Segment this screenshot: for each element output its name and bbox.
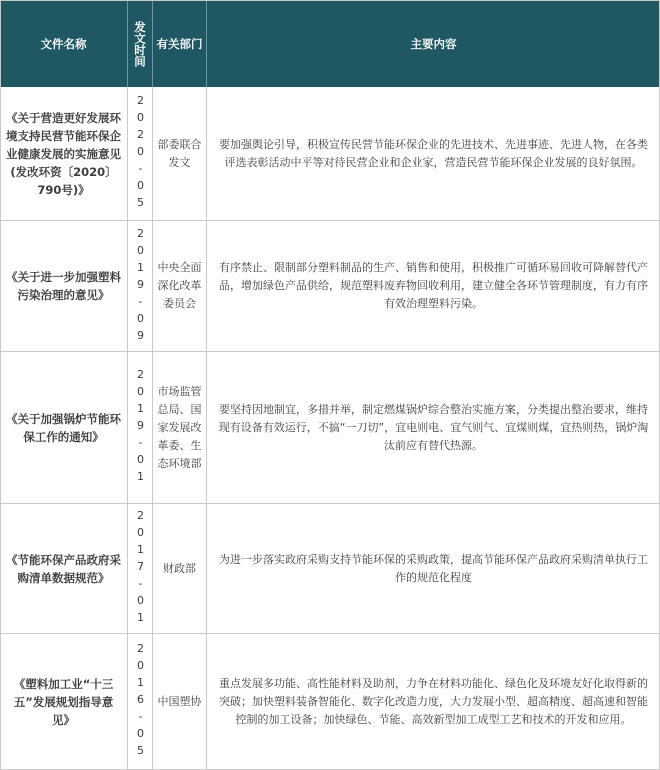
cell-date [128,504,153,633]
header-dept: 有关部门 [153,0,207,87]
cell-content: 要加强舆论引导，积极宣传民营节能环保企业的先进技术、先进事迹、先进人物，在各类评选表彰活动中平等对待民营企业和企业家，营造民营节能环保企业发展的良好氛围。 [219,137,648,169]
cell-dept: 财政部 [153,504,207,633]
cell-date [128,221,153,351]
table-row [0,504,660,634]
table-row [0,634,660,770]
cell-dept: 部委联合发文 [153,87,207,220]
date-text: 2019-09 [134,226,147,346]
cell-dept: 中国塑协 [153,634,207,769]
cell-content: 要坚持因地制宜，多措并举，制定燃煤锅炉综合整治实施方案，分类提出整治要求，维持现有设备有效运行，不搞“一刀切”，宜电则电、宜气则气、宜煤则煤，宜热则热，锅炉淘汰前应有替代热源。 [218,402,649,452]
cell-date [128,352,153,503]
date-text: 2016-05 [134,642,147,761]
header-time [128,0,153,87]
cell-name: 《塑料加工业“十三五”发展规划指导意见》 [0,634,128,769]
date-text: 2020-05 [134,94,147,213]
header-name: 文件名称 [0,0,128,87]
cell-name: 《关于加强锅炉节能环保工作的通知》 [0,352,128,503]
cell-dept: 中央全面深化改革委员会 [153,221,207,351]
date-text: 2017-01 [134,509,147,628]
cell-name: 《关于进一步加强塑料污染治理的意见》 [0,221,128,351]
cell-content: 重点发展多功能、高性能材料及助剂，力争在材料功能化、绿色化及环境友好化取得新的突破；加快塑料装备智能化、数字化改造力度，大力发展小型、超高精度、超高速和智能控制的加工设备；加快绿色、节能、高效新型加工成型工艺和技术的开发和应用。 [219,676,648,726]
table-header [0,0,660,87]
header-content: 主要内容 [410,36,457,51]
table-row [0,221,660,352]
cell-dept: 市场监管总局、国家发展改革委、生态环境部 [153,352,207,503]
table-row [0,87,660,221]
cell-content: 有序禁止、限制部分塑料制品的生产、销售和使用，积极推广可循环易回收可降解替代产品，增加绿色产品供给，规范塑料废弃物回收利用，建立健全各环节管理制度，有力有序有效治理塑料污染。 [219,261,648,310]
header-time-label: 发文时间 [133,20,147,67]
cell-name: 《关于营造更好发展环境支持民营节能环保企业健康发展的实施意见(发改环资〔2020〕790号)》 [0,87,128,220]
cell-date [128,87,153,220]
table-row [0,352,660,504]
date-text: 2019-01 [134,368,147,487]
cell-name: 《节能环保产品政府采购清单数据规范》 [0,504,128,633]
cell-date [128,634,153,769]
cell-content: 为进一步落实政府采购支持节能环保的采购政策，提高节能环保产品政府采购清单执行工作的规范化程度 [219,552,648,584]
